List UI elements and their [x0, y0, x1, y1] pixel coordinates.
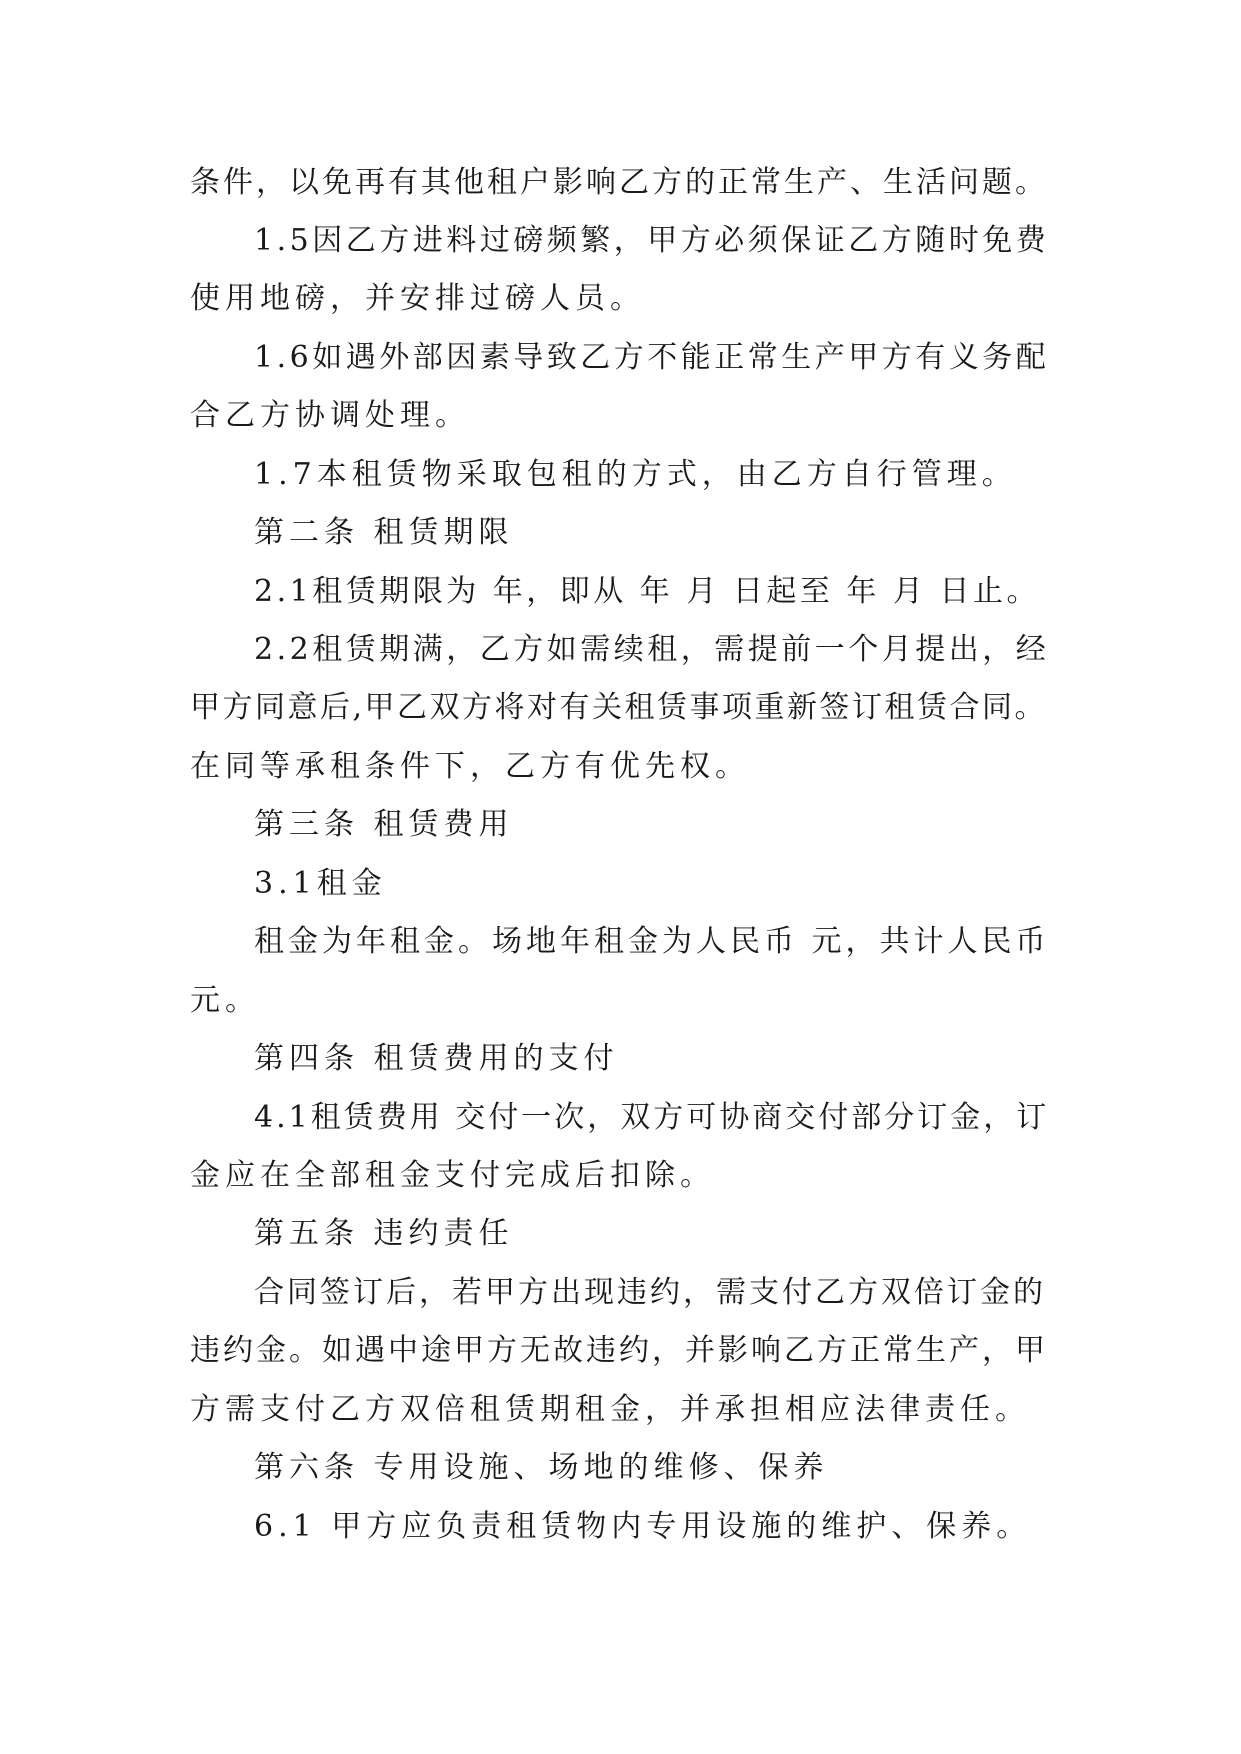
paragraph-line: 方需支付乙方双倍租赁期租金，并承担相应法律责任。 — [190, 1392, 1030, 1427]
section-heading-article-2: 第二条 租赁期限 — [254, 515, 514, 550]
paragraph-line: 合乙方协调处理。 — [190, 398, 470, 433]
section-heading-article-4: 第四条 租赁费用的支付 — [254, 1041, 619, 1076]
section-heading-article-6: 第六条 专用设施、场地的维修、保养 — [254, 1450, 829, 1485]
paragraph-line: 金应在全部租金支付完成后扣除。 — [190, 1158, 715, 1193]
breach-paragraph-line: 合同签订后，若甲方出现违约，需支付乙方双倍订金的 — [254, 1275, 1046, 1310]
clause-2-2-line: 2.2租赁期满，乙方如需续租，需提前一个月提出，经 — [254, 632, 1050, 667]
paragraph-line: 甲方同意后,甲乙双方将对有关租赁事项重新签订租赁合同。 — [190, 690, 1048, 725]
clause-2-1-line: 2.1租赁期限为 年，即从 年 月 日起至 年 月 日止。 — [254, 574, 1040, 609]
clause-1-6-line: 1.6如遇外部因素导致乙方不能正常生产甲方有义务配 — [254, 340, 1050, 375]
clause-1-5-line: 1.5因乙方进料过磅频繁，甲方必须保证乙方随时免费 — [254, 223, 1050, 258]
paragraph-line: 条件，以免再有其他租户影响乙方的正常生产、生活问题。 — [190, 165, 1048, 200]
paragraph-line: 在同等承租条件下，乙方有优先权。 — [190, 749, 750, 784]
rent-paragraph-line: 租金为年租金。场地年租金为人民币 元，共计人民币 — [254, 924, 1050, 959]
clause-4-1-line: 4.1租赁费用 交付一次，双方可协商交付部分订金，订 — [254, 1100, 1050, 1135]
clause-3-1-heading: 3.1租金 — [254, 866, 387, 901]
paragraph-line: 违约金。如遇中途甲方无故违约，并影响乙方正常生产，甲 — [190, 1333, 1048, 1368]
paragraph-line: 使用地磅，并安排过磅人员。 — [190, 281, 645, 316]
section-heading-article-3: 第三条 租赁费用 — [254, 807, 514, 842]
clause-1-7-line: 1.7本租赁物采取包租的方式，由乙方自行管理。 — [254, 457, 1017, 492]
section-heading-article-5: 第五条 违约责任 — [254, 1216, 514, 1251]
clause-6-1-line: 6.1 甲方应负责租赁物内专用设施的维护、保养。 — [254, 1509, 1032, 1544]
paragraph-line: 元。 — [190, 983, 260, 1018]
